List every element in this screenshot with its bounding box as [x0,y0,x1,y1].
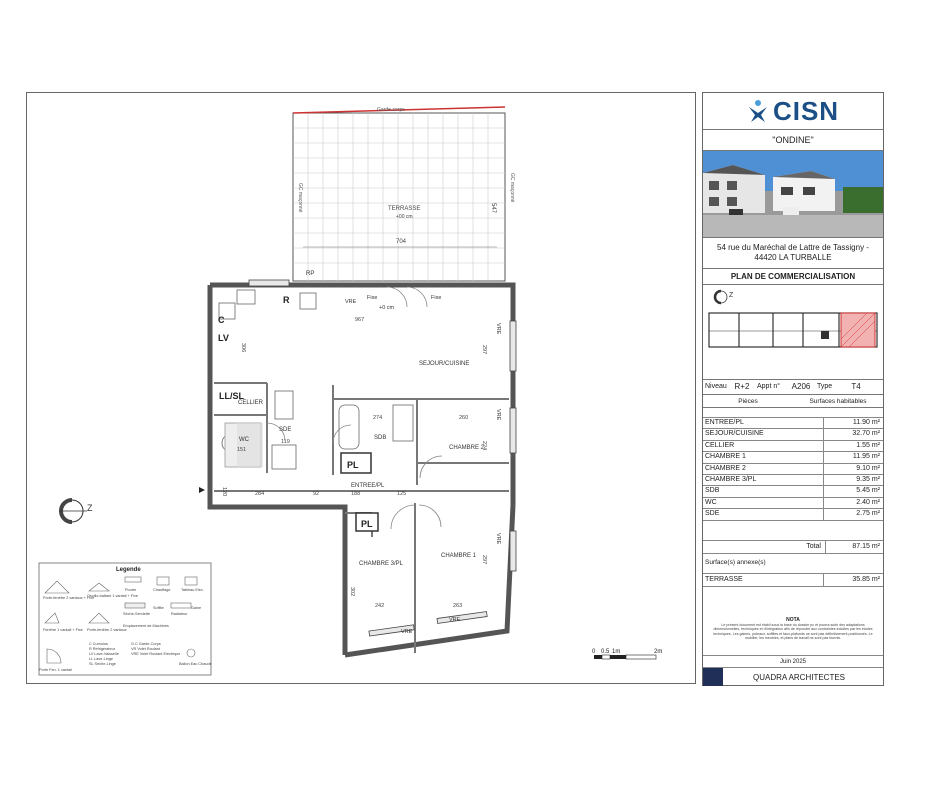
dim-967: 967 [355,317,365,323]
building-photo [703,151,883,238]
annex-row: TERRASSE 35.85 m² [703,573,883,587]
key-plan [703,285,883,380]
dim-224: 224 [481,441,487,451]
dim-274: 274 [373,415,383,421]
room-entree: ENTREE/PL [351,483,385,489]
type-label: Type [817,383,833,390]
terrace-width-dim: 704 [396,239,407,245]
table-row: CHAMBRE 1 11.95 m² [703,452,883,463]
surfaces-header [703,395,883,408]
vre-mark-3: VRE [495,409,501,421]
nota-text: Le présent document est établi sous la base du dossier pc et pourra subir des adaptations dimensionnelles, techniques et d'intégration afin de répondre aux contraintes induites par les études techniques. Les gaines, poteaux, soffites et faux-plafonds ne sont pas définitivement positionnés. Le mobilier, les meubles, et plans de travail ne sont pas fournis. [713,623,873,641]
dim-284: 284 [255,491,265,497]
room-sdb: SDB [374,435,387,441]
dim-297-a: 297 [481,345,487,355]
fixe-mark-1: Fixe [367,295,378,301]
svg-text:Soffite: Soffite [153,606,164,610]
architect-logo [703,668,723,686]
total-row [703,540,883,554]
surfaces-table [703,417,883,521]
svg-text:Porte-fenêtre 2 vantaux + Fixe: Porte-fenêtre 2 vantaux + Fixe [43,596,95,600]
terrace-label: TERRASSE [388,206,421,212]
room-chambre-2: CHAMBRE 2 [449,445,485,451]
svg-text:Radiateur: Radiateur [171,612,188,616]
nota-title: NOTA [786,617,800,623]
document-date: Juin 2025 [703,655,883,668]
level-mark: +0 cm [379,305,395,311]
room-sejour: SEJOUR/CUISINE [419,361,470,367]
dim-92: 92 [313,491,320,497]
legend-title: Legende [116,567,141,573]
vre-mark-4: VRE [495,533,501,545]
svg-text:LL Lave-Linge: LL Lave-Linge [89,657,113,661]
svg-text:1m: 1m [612,649,621,655]
address-line-2: 44420 LA TURBALLE [754,253,832,262]
architect-block [703,667,883,686]
svg-text:SL Sèche-Linge: SL Sèche-Linge [89,662,116,666]
svg-text:R Réfrigérateur: R Réfrigérateur [89,647,115,651]
label-c: C [218,315,225,325]
fixe-mark-2: Fixe [431,295,442,301]
dim-306: 306 [240,343,246,353]
svg-text:Tableau Elec.: Tableau Elec. [181,588,204,592]
rp-label: RP [306,271,315,277]
title-block [702,92,884,686]
table-row: CHAMBRE 3/PL 9.35 m² [703,475,883,486]
label-lv: LV [218,333,229,343]
svg-text:Fenêtre 1 vantail + Fixe: Fenêtre 1 vantail + Fixe [43,628,83,632]
legend [39,563,212,675]
dim-151: 151 [237,447,247,453]
vre-mark-5: VRE [401,629,413,635]
total-label: Total [703,541,826,553]
address-line-1: 54 rue du Maréchal de Lattre de Tassigny - [717,243,869,252]
svg-text:C Cumulus: C Cumulus [89,642,108,646]
cisn-logo-icon [747,99,769,123]
svg-text:LV Lave-Vaisselle: LV Lave-Vaisselle [89,652,119,656]
brand-logo [703,93,883,130]
table-row: CELLIER 1.55 m² [703,441,883,452]
terrace-depth-dim: 547 [490,203,496,214]
floor-plan [27,93,695,683]
dim-302: 302 [349,587,355,597]
svg-text:Porte-fenêtre 2 vantaux: Porte-fenêtre 2 vantaux [87,628,127,632]
table-row: WC 2.40 m² [703,498,883,509]
label-pl-1: PL [347,460,359,470]
table-row: SEJOUR/CUISINE 32.70 m² [703,429,883,440]
table-row: CHAMBRE 2 9.10 m² [703,464,883,475]
dim-120: 120 [221,487,227,497]
niveau-label: Niveau [705,383,727,390]
room-cellier: CELLIER [238,400,264,406]
svg-text:VRE Volet Roulant Electrique: VRE Volet Roulant Electrique [131,652,181,656]
plan-frame [26,92,696,684]
room-sde: SDE [279,427,292,433]
type-value: T4 [851,382,861,391]
svg-text:Poutre: Poutre [125,588,137,592]
label-pl-2: PL [361,519,373,529]
svg-text:Z: Z [87,503,93,513]
entry-arrow-icon [199,487,205,493]
vre-mark-2: VRE [495,323,501,335]
room-chambre-3: CHAMBRE 3/PL [359,561,404,567]
dim-242: 242 [375,603,385,609]
niveau-value: R+2 [734,382,750,391]
table-row: SDE 2.75 m² [703,509,883,520]
room-wc: WC [239,437,249,443]
svg-text:Ballon Eau Chaude: Ballon Eau Chaude [179,662,212,666]
svg-text:Chauffage: Chauffage [153,588,171,592]
dim-125: 125 [397,491,407,497]
hatch-area [237,423,263,467]
apartment-meta [703,379,883,395]
left-wall-label: GC maçonné [297,183,303,213]
total-value: 87.15 m² [852,543,880,550]
windows [249,280,516,636]
svg-text:2m: 2m [654,649,663,655]
dim-119: 119 [281,439,290,445]
svg-text:Z: Z [729,292,734,299]
rooms-header: Pièces [738,398,758,405]
svg-text:0: 0 [592,649,596,655]
table-row: ENTREE/PL 11.90 m² [703,417,883,429]
label-llsl: LL/SL [219,391,244,401]
vre-mark-6: VRE [449,617,461,623]
dim-188: 188 [351,491,361,497]
dim-263: 263 [453,603,463,609]
label-r: R [283,295,290,305]
scale-bar [592,649,662,659]
north-arrow-icon [60,500,93,522]
appt-value: A206 [791,382,811,391]
svg-text:Emplacement de Machines: Emplacement de Machines [123,624,169,628]
terrace-level: +00 cm [396,214,413,220]
svg-text:Sèche-Serviette: Sèche-Serviette [123,612,151,616]
svg-text:G.C Garde-Corps: G.C Garde-Corps [131,642,161,646]
dim-260: 260 [459,415,469,421]
svg-text:VR Volet Roulant: VR Volet Roulant [131,647,160,651]
area-header: Surfaces habitables [809,398,867,405]
right-wall-label: GC maçonné [509,173,515,203]
document-type: PLAN DE COMMERCIALISATION [703,269,883,285]
brand-name: CISN [772,95,840,126]
dim-297-b: 297 [481,555,487,565]
annex-header: Surface(s) annexe(s) [705,559,766,566]
svg-text:Gaine: Gaine [191,606,202,610]
room-chambre-1: CHAMBRE 1 [441,553,477,559]
svg-text:Oscillo-battant 1 vantail + Fi: Oscillo-battant 1 vantail + Fixe [87,594,138,598]
architect-name: QUADRA ARCHITECTES [753,672,846,682]
svg-text:Porte Fen. 1 vantail: Porte Fen. 1 vantail [39,668,72,672]
table-row: SDB 5.45 m² [703,486,883,497]
vre-mark-1: VRE [345,299,357,305]
address [703,237,883,269]
appt-label: Appt n° [757,383,781,390]
project-name: "ONDINE" [703,129,883,151]
svg-text:0.5: 0.5 [601,649,610,655]
terrace [293,107,515,281]
rail-label: Garde-corps [377,107,405,113]
